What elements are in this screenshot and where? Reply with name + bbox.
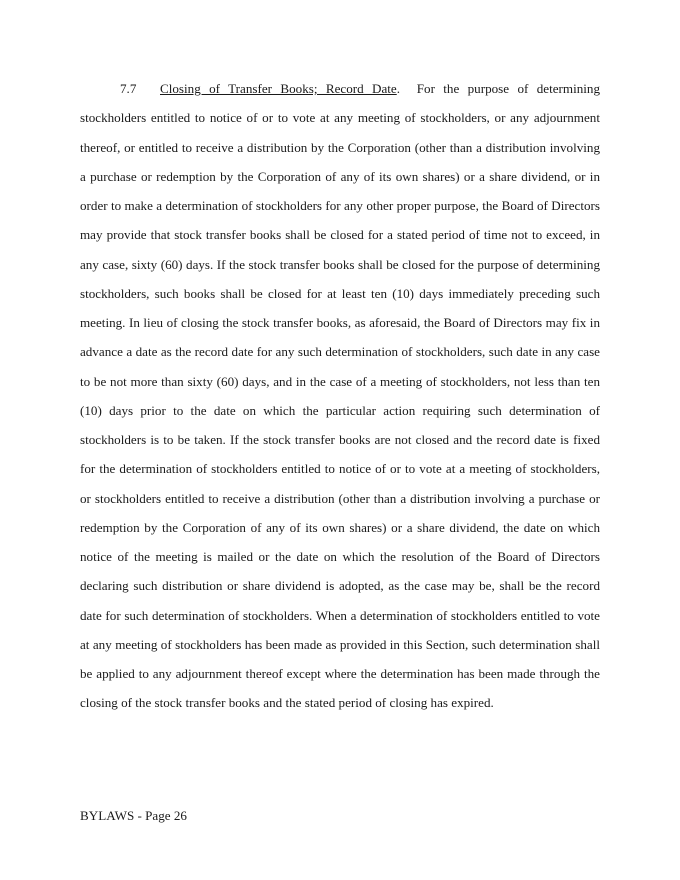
- page-footer: BYLAWS - Page 26: [80, 808, 187, 823]
- section-body: For the purpose of determining stockholders entitled to notice of or to vote at any meeting of stockholders, or any adjournment thereof, or entitled to receive a distribution by the Corporation (other than a distribution involving a purchase or redemption by the Corporation of any of its own shares) or a share dividend, or in order to make a determination of stockholders for any other proper purpose, the Board of Directors may provide that stock transfer books shall be closed for a stated period of time not to exceed, in any case, sixty (60) days. If the stock transfer books shall be closed for the purpose of determining stockholders, such books shall be closed for at least ten (10) days immediately preceding such meeting. In lieu of closing the stock transfer books, as aforesaid, the Board of Directors may fix in advance a date as the record date for any such determination of stockholders, such date in any case to be not more than sixty (60) days, and in the case of a meeting of stockholders, not less than ten (10) days prior to the date on which the particular action requiring such determination of stockholders is to be taken. If the stock transfer books are not closed and the record date is fixed for the determination of stockholders entitled to notice of or to vote at a meeting of stockholders, or stockholders entitled to receive a distribution (other than a distribution involving a purchase or redemption by the Corporation of any of its own shares) or a share dividend, the date on which notice of the meeting is mailed or the date on which the resolution of the Board of Directors declaring such distribution or share dividend is adopted, as the case may be, shall be the record date for such determination of stockholders. When a determination of stockholders entitled to vote at any meeting of stockholders has been made as provided in this Section, such determination shall be applied to any adjournment thereof except where the determination has been made through the closing of the stock transfer books and the stated period of closing has expired.: [80, 81, 600, 711]
- section-number: 7.7: [120, 81, 137, 96]
- section-heading-period: .: [396, 81, 401, 96]
- section-heading: Closing of Transfer Books; Record Date: [160, 81, 397, 96]
- section-7-7: [80, 74, 600, 718]
